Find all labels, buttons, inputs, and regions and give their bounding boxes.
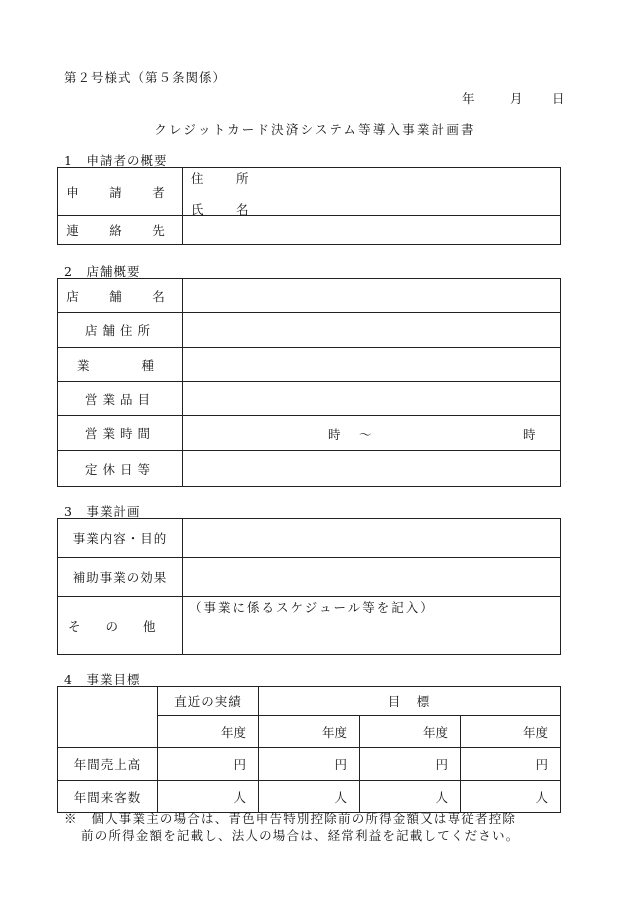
products-cell[interactable] xyxy=(183,382,561,416)
targets-corner xyxy=(58,687,158,748)
contact-label: 連 絡 先 xyxy=(58,216,183,245)
applicant-label: 申 請 者 xyxy=(58,168,183,216)
plan-table xyxy=(57,518,561,655)
visitors-target-3[interactable]: 人 xyxy=(461,781,561,813)
other-label: そ の 他 xyxy=(58,597,183,655)
targets-table xyxy=(57,686,561,813)
business-type-cell[interactable] xyxy=(183,348,561,382)
effect-label: 補助事業の効果 xyxy=(58,558,183,597)
visitors-target-2[interactable]: 人 xyxy=(360,781,461,813)
business-hours-label: 営業時間 xyxy=(58,416,183,451)
date-day: 日 xyxy=(552,91,565,106)
sales-label: 年間売上高 xyxy=(58,748,158,781)
other-cell[interactable] xyxy=(183,597,561,655)
visitors-recent[interactable]: 人 xyxy=(158,781,259,813)
target-year-3[interactable]: 年度 xyxy=(461,716,561,748)
name-label: 氏 名 xyxy=(191,202,259,217)
sales-target-2[interactable]: 円 xyxy=(360,748,461,781)
date-month: 月 xyxy=(510,91,523,106)
recent-year[interactable]: 年度 xyxy=(158,716,259,748)
section1-heading: 1 申請者の概要 xyxy=(64,153,168,168)
address-label: 住 所 xyxy=(191,171,259,186)
store-address-cell[interactable] xyxy=(183,313,561,348)
applicant-table xyxy=(57,167,561,245)
hours-from: 時 ～ xyxy=(328,427,375,442)
visitors-label: 年間来客数 xyxy=(58,781,158,813)
products-label: 営業品目 xyxy=(58,382,183,416)
store-name-label: 店 舗 名 xyxy=(58,279,183,313)
date-year: 年 xyxy=(462,91,475,106)
other-hint: （事業に係るスケジュール等を記入） xyxy=(189,600,435,615)
contact-cell[interactable] xyxy=(183,216,561,245)
section3-heading: 3 事業計画 xyxy=(64,504,141,519)
store-name-cell[interactable] xyxy=(183,279,561,313)
footnote xyxy=(64,810,569,844)
recent-header: 直近の実績 xyxy=(158,687,259,716)
applicant-cell[interactable] xyxy=(183,168,561,216)
sales-recent[interactable]: 円 xyxy=(158,748,259,781)
holidays-label: 定休日等 xyxy=(58,451,183,487)
form-number: 第２号様式（第５条関係） xyxy=(64,70,227,85)
holidays-cell[interactable] xyxy=(183,451,561,487)
store-table xyxy=(57,278,561,487)
store-address-label: 店舗住所 xyxy=(58,313,183,348)
effect-cell[interactable] xyxy=(183,558,561,597)
hours-to: 時 xyxy=(523,427,536,442)
sales-target-3[interactable]: 円 xyxy=(461,748,561,781)
section2-heading: 2 店舗概要 xyxy=(64,264,141,279)
sales-target-1[interactable]: 円 xyxy=(259,748,360,781)
target-year-2[interactable]: 年度 xyxy=(360,716,461,748)
document-title: クレジットカード決済システム等導入事業計画書 xyxy=(154,122,476,137)
business-type-label: 業 種 xyxy=(58,348,183,382)
business-hours-cell[interactable] xyxy=(183,416,561,451)
content-purpose-cell[interactable] xyxy=(183,519,561,558)
footnote-line-2: 前の所得金額を記載し、法人の場合は、経常利益を記載してください。 xyxy=(81,828,520,843)
visitors-target-1[interactable]: 人 xyxy=(259,781,360,813)
section4-heading: 4 事業目標 xyxy=(64,672,141,687)
target-header: 目 標 xyxy=(259,687,561,716)
target-year-1[interactable]: 年度 xyxy=(259,716,360,748)
footnote-line-1: ※ 個人事業主の場合は、青色申告特別控除前の所得金額又は専従者控除 xyxy=(64,811,517,826)
content-purpose-label: 事業内容・目的 xyxy=(58,519,183,558)
